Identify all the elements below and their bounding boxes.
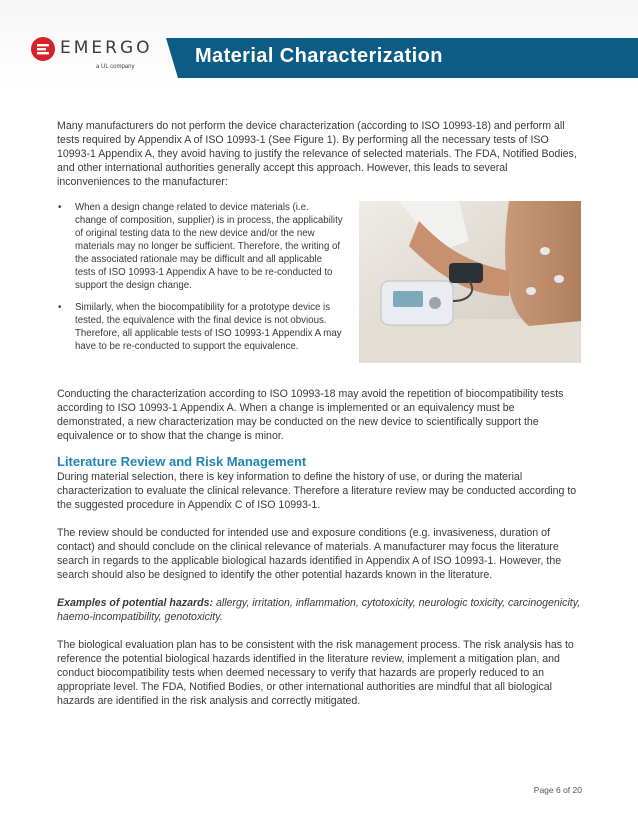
bullet-item (57, 301, 343, 353)
bullet-text: Similarly, when the biocompatibility for a prototype device is tested, the equivalence with the final device is not obvious. Therefore, all applicable tests of ISO 10993-1 Appendix A may have to be re-conducted to support the equivalence. (75, 302, 342, 352)
brand-tagline: a UL company (96, 64, 135, 70)
conducting-paragraph: Conducting the characterization according to ISO 10993-18 may avoid the repetition of biocompatibility tests according to ISO 10993-1 Appendix A. When a change is implemented or an equivalency must be demonstrated, a new characterization may be conducted on the new device to scientifically support the equivalence or to show that the change is minor. (57, 388, 564, 442)
patient-photo-illustration (359, 201, 581, 363)
bullet-section (57, 201, 581, 387)
bullet-item (57, 201, 343, 292)
examples-paragraph (57, 596, 581, 624)
bullet-marker: • (58, 302, 62, 313)
page-title: Material Characterization (195, 45, 443, 67)
brand-name: EMERGO (60, 38, 153, 58)
emergo-logo (30, 36, 160, 76)
bullet-marker: • (58, 202, 62, 213)
bullet-list (57, 201, 343, 362)
document-body (57, 119, 581, 708)
title-bar (178, 38, 638, 78)
examples-label: Examples of potential hazards: (57, 597, 213, 609)
page-number: Page 6 of 20 (533, 785, 582, 795)
intro-paragraph: Many manufacturers do not perform the device characterization (according to ISO 10993-18) and perform all tests required by Appendix A of ISO 10993-1 (See Figure 1). By performing all the necessary tests of ISO 10993-1 Appendix A, they avoid having to justify the relevance of selected materials. The FDA, Notified Bodies, and other international authorities generally accept this approach. However, this leads to several inconveniences to the manufacturer: (57, 120, 577, 188)
bullet-text: When a design change related to device materials (i.e. change of composition, supplier) is in process, the applicability of original testing data to the new device and/or the new materials may no longer be sufficient. Therefore, the writing of the associated rationale may be difficult and all applicable tests of ISO 10993-1 Appendix A have to be re-conducted to support the design change. (75, 202, 343, 291)
literature-paragraph-2: The review should be conducted for intended use and exposure conditions (e.g. invasiveness, duration of contact) and should conclude on the clinical relevance of materials. A manufacturer may focus the literature search in regards to the applicable biological hazards identified in Appendix A of ISO 10993-1. However, the search should also be designed to identify the other potential hazards known in the literature. (57, 527, 562, 581)
page-header (0, 0, 638, 88)
literature-paragraph-1: During material selection, there is key information to define the history of use, or during the material characterization to evaluate the clinical relevance. Therefore a literature review may be conducted according to the suggested procedure in Appendix C of ISO 10993-1. (57, 471, 577, 511)
section-heading: Literature Review and Risk Management (57, 454, 307, 469)
examples-text: allergy, irritation, inflammation, cytotoxicity, neurologic toxicity, carcinogenicity, haemo-incompatibility, genotoxicity. (57, 597, 581, 623)
patient-photo (359, 201, 581, 363)
evaluation-paragraph: The biological evaluation plan has to be consistent with the risk management process. The risk analysis has to reference the potential biological hazards identified in the literature review, implement a mitigation plan, and conduct biocompatibility tests when deemed necessary to verify that hazards are properly reduced to an appropriate level. The FDA, Notified Bodies, or other international authorities are mindful that all biological hazards are identified in the risk analysis and correctly mitigated. (57, 639, 574, 707)
emergo-logo-icon (30, 36, 56, 62)
